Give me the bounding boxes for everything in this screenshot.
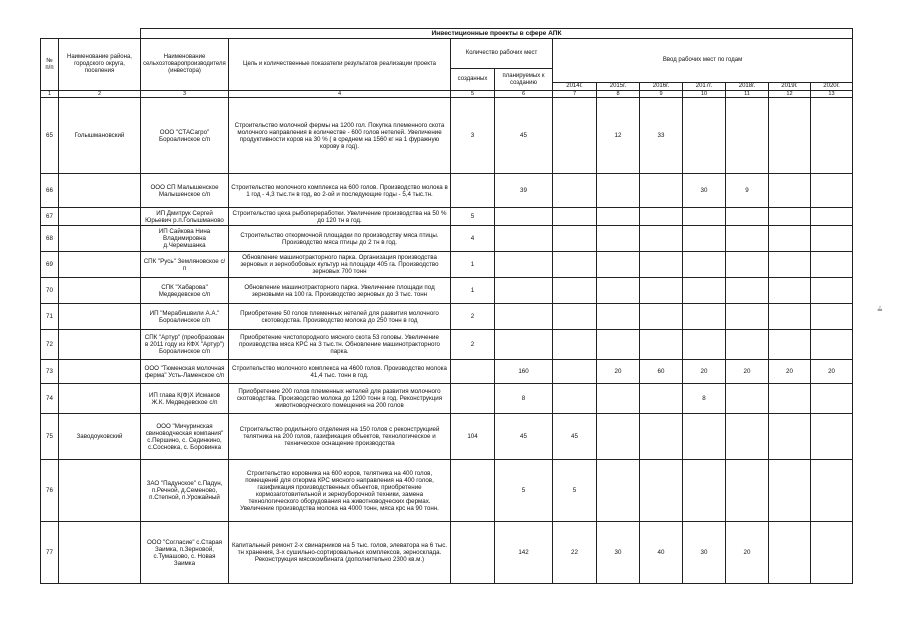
header-year: 2020г. [811,83,853,91]
row-year-value [553,226,597,252]
row-year-value: 20 [597,360,640,384]
row-goal: Строительство родильного отделения на 150 голов с реконструкцией телятника на 200 голов, газификация объектов, технологическое и техническое оснащение производства [229,414,451,460]
header-year: 2018г. [726,83,769,91]
row-number: 66 [41,174,59,208]
row-year-value [683,330,726,360]
row-year-value [726,304,769,330]
row-year-value [811,522,853,584]
row-year-value [726,278,769,304]
row-planned [495,252,553,278]
row-district [59,360,141,384]
row-year-value [597,384,640,414]
row-investor: ИП глава К(Ф)Х Исмаков Ж.К. Медведевское с/п [141,384,229,414]
row-number: 73 [41,360,59,384]
column-number: 6 [495,91,553,98]
row-created: 1 [451,252,495,278]
row-year-value [726,330,769,360]
row-year-value: 20 [683,360,726,384]
row-number: 70 [41,278,59,304]
row-year-value [769,226,811,252]
table-row [41,174,853,208]
row-goal: Строительство молочного комплекса на 4600 голов. Производство молока 41,4 тыс. тонн в год. [229,360,451,384]
row-year-value: 40 [640,522,683,584]
row-year-value [597,226,640,252]
column-number: 11 [726,91,769,98]
row-year-value: 20 [769,360,811,384]
row-created [451,360,495,384]
column-number: 5 [451,91,495,98]
column-number: 9 [640,91,683,98]
row-year-value [553,360,597,384]
row-year-value [726,226,769,252]
row-goal: Приобретение 200 голов племенных нетелей для развития молочного скотоводства. Производство молока до 1200 тонн в год. Реконструкция животноводческого помещения на 200 голов [229,384,451,414]
row-year-value: 30 [683,522,726,584]
header-num: № п/п [41,39,59,91]
row-year-value [769,98,811,174]
table-title: Инвестиционные проекты в сфере АПК [141,29,853,39]
row-year-value [811,252,853,278]
row-goal: Приобретение чистопородного мясного скота 53 головы. Увеличение производства мяса КРС на 3 тыс.тн. Обновление машинотракторного парка. [229,330,451,360]
row-number: 74 [41,384,59,414]
table-row [41,252,853,278]
title-row [41,29,853,39]
row-year-value [811,304,853,330]
row-investor: ООО "Согласие" с.Старая Заимка, п.Зерновой, с.Тумашово, с. Новая Заимка [141,522,229,584]
row-created: 104 [451,414,495,460]
row-year-value [683,278,726,304]
row-year-value [726,460,769,522]
row-created [451,522,495,584]
row-investor: СПК "Русь" Земляновское с/п [141,252,229,278]
row-investor: ООО "СТАСагро" Бороалинское с/п [141,98,229,174]
row-district: Заводоуковский [59,414,141,460]
row-year-value [726,252,769,278]
row-year-value [597,208,640,226]
row-number: 68 [41,226,59,252]
row-planned: 45 [495,98,553,174]
row-year-value: 30 [683,174,726,208]
row-year-value: 5 [553,460,597,522]
row-year-value [726,414,769,460]
row-created: 2 [451,304,495,330]
row-goal: Приобретение 50 голов племенных нетелей для развития молочного скотоводства. Производство молока до 250 тонн в год [229,304,451,330]
row-year-value: 60 [640,360,683,384]
row-year-value: 20 [726,522,769,584]
row-district: Голышмановский [59,98,141,174]
row-goal: Капитальный ремонт 2-х свинарников на 5 тыс. голов, элеватора на 6 тыс. тн хранения, 3-х сушильно-сортировальных комплексов, зерносклада. Реконструкция мясокомбината (дополнительно 2300 кв.м.) [229,522,451,584]
row-year-value [597,460,640,522]
table-row [41,330,853,360]
table-row [41,384,853,414]
row-year-value [597,414,640,460]
row-investor: ИП Дмитрук Сергей Юрьевич р.п.Голышманово [141,208,229,226]
row-district [59,384,141,414]
row-goal: Строительство цеха рыбопереработки. Увеличение производства на 50 % до 120 тн в год. [229,208,451,226]
row-year-value [811,414,853,460]
header-year: 2017г. [683,83,726,91]
column-number: 7 [553,91,597,98]
row-year-value [811,226,853,252]
row-planned: 39 [495,174,553,208]
row-created: 1 [451,278,495,304]
document-sheet [40,28,852,584]
row-created [451,174,495,208]
row-year-value [769,522,811,584]
header-byyear: Ввод рабочих мест по годам [553,39,853,83]
row-year-value [597,252,640,278]
row-investor: ИП Сайкова Нина Владимировна д.Черемшанка [141,226,229,252]
row-year-value [640,174,683,208]
row-investor: СПК "Артур" (преобразован в 2011 году из КФХ "Артур") Бороалинское с/п [141,330,229,360]
row-year-value [683,304,726,330]
row-year-value [597,278,640,304]
row-planned: 45 [495,414,553,460]
header-goal: Цель и количественные показатели результатов реализации проекта [229,39,451,91]
header-row [41,39,853,69]
row-year-value [553,252,597,278]
row-year-value [769,208,811,226]
row-year-value [640,384,683,414]
row-year-value [597,330,640,360]
table-row [41,360,853,384]
row-year-value: 9 [726,174,769,208]
row-district [59,252,141,278]
row-created: 3 [451,98,495,174]
row-goal: Строительство молочной фермы на 1200 гол. Покупка племенного скота молочного направления в количестве - 600 голов нетелей. Увеличение продуктивности коров на 30 % ( в среднем на 1560 кг на 1 фуражную корову в год). [229,98,451,174]
header-year: 2015г. [597,83,640,91]
row-year-value [640,460,683,522]
row-district [59,330,141,360]
row-year-value [640,226,683,252]
row-district [59,460,141,522]
row-year-value: 30 [597,522,640,584]
table-row [41,278,853,304]
row-number: 71 [41,304,59,330]
row-district [59,304,141,330]
row-year-value [769,414,811,460]
row-year-value [683,252,726,278]
row-goal: Строительство молочного комплекса на 600 голов. Производство молока в 1 год - 4,3 тыс.тн в год, во 2-ой и последующие годы - 5,4 тыс.тн. [229,174,451,208]
row-year-value [553,384,597,414]
row-year-value: 12 [597,98,640,174]
header-jobs: Количество рабочих мест [451,39,553,69]
row-number: 67 [41,208,59,226]
row-year-value [726,98,769,174]
header-year: 2016г. [640,83,683,91]
row-year-value [640,278,683,304]
row-year-value [640,330,683,360]
column-numbers-row [41,91,853,98]
header-planned: планируемых к созданию [495,69,553,91]
row-created: 4 [451,226,495,252]
row-planned: 5 [495,460,553,522]
row-goal: Обновление машинотракторного парка. Организация производства зерновых и зернобобовых культур на площади 405 га. Производство зерновых 700 тонн [229,252,451,278]
row-year-value [811,98,853,174]
row-year-value: 22 [553,522,597,584]
investment-projects-table [40,28,853,584]
row-number: 76 [41,460,59,522]
row-number: 72 [41,330,59,360]
row-district [59,208,141,226]
header-investor: Наименование сельхозтоваропроизводителя (инвестора) [141,39,229,91]
row-year-value [553,304,597,330]
row-year-value [769,174,811,208]
row-year-value [640,252,683,278]
header-year: 2019г. [769,83,811,91]
row-year-value [597,304,640,330]
row-number: 65 [41,98,59,174]
row-year-value [811,460,853,522]
row-investor: ИП "Мерабишвили А.А." Бороалинское с/п [141,304,229,330]
row-planned [495,226,553,252]
row-planned [495,278,553,304]
column-number: 4 [229,91,451,98]
row-year-value [553,98,597,174]
row-year-value [553,330,597,360]
row-created [451,384,495,414]
row-year-value [811,174,853,208]
row-year-value [769,384,811,414]
row-year-value [769,460,811,522]
row-year-value [769,304,811,330]
row-year-value [811,208,853,226]
table-row [41,522,853,584]
column-number: 13 [811,91,853,98]
row-district [59,522,141,584]
row-year-value [597,174,640,208]
row-year-value [683,226,726,252]
row-district [59,226,141,252]
column-number: 3 [141,91,229,98]
row-goal: Обновление машинотракторного парка. Увеличение площади под зерновыми на 100 га. Производство зерновых до 3 тыс. тонн [229,278,451,304]
table-row [41,208,853,226]
row-year-value [553,208,597,226]
row-year-value [640,414,683,460]
row-number: 69 [41,252,59,278]
row-goal: Строительство откормочной площадки по производству мяса птицы. Производство мяса птицы до 2 тн в год. [229,226,451,252]
column-number: 1 [41,91,59,98]
row-goal: Строительство коровника на 600 коров, телятника на 400 голов, помещений для откорма КРС мясного направления на 400 голов, газификация производственных объектов, приобретение кормозаготовительной и зерноуборочной техники, замена технологического оборудования на животноводческих фермах. Увеличение производства молока на 4000 тонн, мяса крс на 90 тонн. [229,460,451,522]
row-year-value: 20 [726,360,769,384]
row-year-value [683,98,726,174]
column-number: 2 [59,91,141,98]
row-planned [495,330,553,360]
row-planned: 8 [495,384,553,414]
header-created: созданных [451,69,495,91]
row-year-value [769,278,811,304]
table-row [41,226,853,252]
row-created [451,460,495,522]
row-planned [495,208,553,226]
row-year-value [726,208,769,226]
row-investor: ЗАО "Падунское" с.Падун, п.Речной, д.Семеново, п.Степной, п.Урожайный [141,460,229,522]
row-year-value [769,252,811,278]
table-row [41,304,853,330]
row-created: 5 [451,208,495,226]
margin-mark: ≟ [877,307,883,314]
row-year-value: 45 [553,414,597,460]
row-year-value: 33 [640,98,683,174]
table-row [41,98,853,174]
table-row [41,414,853,460]
row-year-value [683,460,726,522]
row-planned: 160 [495,360,553,384]
row-investor: ООО "Мичуринская свиноводческая компания" с.Першино, с. Сединкино, с.Сосновка, с. Боровинка [141,414,229,460]
row-year-value [811,330,853,360]
row-investor: ООО СП Малышенское Малышенское с/п [141,174,229,208]
row-year-value: 20 [811,360,853,384]
header-year: 2014г. [553,83,597,91]
row-year-value [640,304,683,330]
row-number: 75 [41,414,59,460]
row-year-value [811,384,853,414]
row-year-value [683,208,726,226]
row-year-value [726,384,769,414]
row-year-value: 8 [683,384,726,414]
row-year-value [553,278,597,304]
row-year-value [640,208,683,226]
row-district [59,278,141,304]
row-year-value [553,174,597,208]
row-year-value [811,278,853,304]
row-planned: 142 [495,522,553,584]
row-planned [495,304,553,330]
table-row [41,460,853,522]
column-number: 8 [597,91,640,98]
row-district [59,174,141,208]
row-investor: СПК "Хабарова" Медведевское с/п [141,278,229,304]
row-year-value [683,414,726,460]
header-district: Наименование района, городского округа, поселения [59,39,141,91]
row-year-value [769,330,811,360]
row-investor: ООО "Тюменская молочная ферма" Усть-Ламенское с/п [141,360,229,384]
row-created: 2 [451,330,495,360]
row-number: 77 [41,522,59,584]
column-number: 12 [769,91,811,98]
column-number: 10 [683,91,726,98]
